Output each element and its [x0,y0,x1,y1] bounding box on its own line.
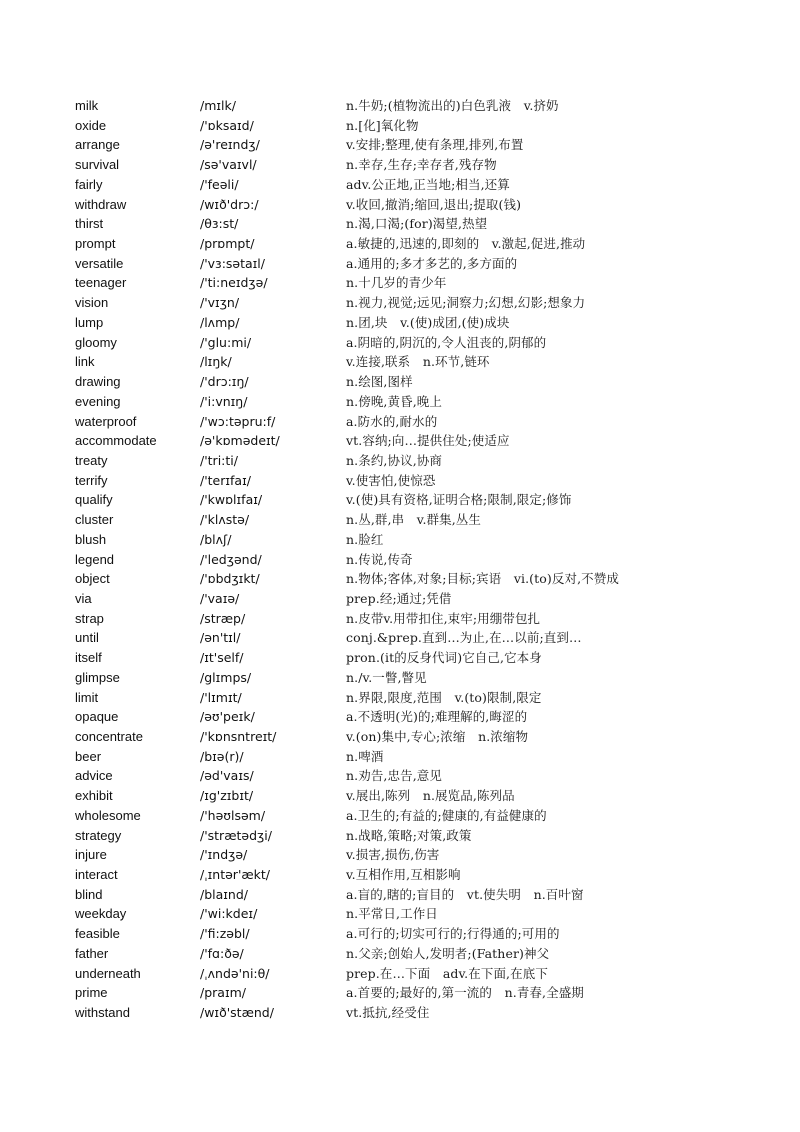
entry-phonetic: /'wi:kdeɪ/ [200,906,258,922]
vocab-entry [0,766,800,786]
vocab-entry [0,550,800,570]
entry-word: object [75,571,110,587]
entry-word: limit [75,689,99,705]
entry-word: waterproof [75,413,137,429]
entry-word: milk [75,98,99,113]
vocab-entry [0,688,800,708]
entry-word: withdraw [75,196,127,212]
entry-word: vision [75,295,109,311]
vocab-entry [0,273,800,293]
vocab-entry [0,234,800,254]
entry-word: prompt [75,236,116,252]
entry-word: father [75,945,109,961]
entry-phonetic: /ə'kɒmədeɪt/ [200,433,280,449]
entry-definition: vt.容纳;向…提供住处;使适应 [346,433,510,449]
vocab-entry [0,885,800,905]
entry-definition: n.渴,口渴;(for)渴望,热望 [346,216,488,232]
entry-phonetic: /'i:vnɪŋ/ [200,393,248,409]
vocab-entry [0,806,800,826]
entry-phonetic: /'ɒksaɪd/ [200,117,254,133]
vocab-entry [0,569,800,589]
entry-definition: n.丛,群,串 v.群集,丛生 [346,512,481,528]
entry-phonetic: /stræp/ [200,610,246,626]
entry-word: legend [75,551,115,567]
entry-phonetic: /'fɑ:ðə/ [200,945,244,961]
entry-phonetic: /blaɪnd/ [200,886,248,902]
entry-definition: a.阴暗的,阴沉的,令人沮丧的,阴郁的 [346,334,547,350]
vocab-entry [0,924,800,944]
entry-definition: n.傍晚,黄昏,晚上 [346,393,442,409]
vocab-entry [0,530,800,550]
entry-phonetic: /'ɪndʒə/ [200,847,248,863]
entry-definition: prep.经;通过;凭借 [346,590,452,606]
entry-phonetic: /'drɔ:ɪŋ/ [200,374,249,390]
entry-phonetic: /ən'tɪl/ [200,630,241,646]
vocab-entry [0,865,800,885]
vocab-entry [0,372,800,392]
entry-definition: v.收回,撤消;缩回,退出;提取(钱) [346,196,522,212]
vocab-entry [0,628,800,648]
entry-definition: n.幸存,生存;幸存者,残存物 [346,157,497,173]
entry-phonetic: /'vɜ:sətaɪl/ [200,255,265,271]
entry-definition: v.(使)具有资格,证明合格;限制,限定;修饰 [346,492,572,508]
vocab-entry [0,589,800,609]
entry-phonetic: /ɪg'zɪbɪt/ [200,788,254,804]
entry-definition: a.防水的,耐水的 [346,413,438,429]
entry-definition: v.展出,陈列 n.展览品,陈列品 [346,788,515,804]
vocab-entry [0,648,800,668]
vocab-entry [0,747,800,767]
entry-definition: v.互相作用,互相影响 [346,867,461,883]
entry-word: wholesome [75,807,141,823]
entry-phonetic: /sə'vaɪvl/ [200,157,257,173]
entry-definition: a.盲的,瞎的;盲目的 vt.使失明 n.百叶窗 [346,886,584,902]
entry-phonetic: /'ɒbdʒɪkt/ [200,571,260,587]
vocab-entry [0,944,800,964]
entry-word: cluster [75,512,114,528]
entry-definition: n.界限,限度,范围 v.(to)限制,限定 [346,689,542,705]
entry-word: interact [75,867,118,883]
entry-word: injure [75,847,107,863]
entry-definition: n.十几岁的青少年 [346,275,447,291]
entry-definition: v.安排;整理,使有条理,排列,布置 [346,137,524,153]
entry-definition: n.啤酒 [346,748,384,764]
entry-word: arrange [75,137,120,153]
entry-word: drawing [75,374,121,390]
entry-definition: n.[化]氧化物 [346,117,419,133]
entry-word: exhibit [75,788,113,804]
entry-definition: a.敏捷的,迅速的,即刻的 v.激起,促进,推动 [346,236,586,252]
vocab-entry [0,707,800,727]
entry-phonetic: /ə'reɪndʒ/ [200,137,260,153]
vocab-entry [0,668,800,688]
entry-word: via [75,590,92,606]
entry-definition: a.通用的;多才多艺的,多方面的 [346,255,518,271]
vocab-entry [0,845,800,865]
entry-phonetic: /prɒmpt/ [200,236,255,252]
entry-word: beer [75,748,102,764]
entry-phonetic: /blʌʃ/ [200,531,232,547]
entry-definition: vt.抵抗,经受住 [346,1005,430,1021]
vocab-entry [0,727,800,747]
entry-phonetic: /bɪə(r)/ [200,748,244,764]
entry-word: blind [75,886,103,902]
entry-phonetic: /ɪt'self/ [200,650,244,666]
entry-word: survival [75,157,120,173]
vocab-entry [0,826,800,846]
entry-definition: n.物体;客体,对象;目标;宾语 vi.(to)反对,不赞成 [346,571,619,587]
entry-phonetic: /glɪmps/ [200,669,252,685]
entry-word: accommodate [75,433,157,449]
entry-word: advice [75,768,113,784]
entry-phonetic: /praɪm/ [200,985,246,1001]
entry-definition: n.团,块 v.(使)成团,(使)成块 [346,314,510,330]
vocab-entry [0,609,800,629]
entry-phonetic: /mɪlk/ [200,98,236,113]
vocab-entry [0,412,800,432]
entry-phonetic: /'klʌstə/ [200,512,250,528]
vocab-entry [0,352,800,372]
entry-phonetic: /lɪŋk/ [200,354,232,370]
entry-word: withstand [75,1005,130,1021]
vocab-entry [0,96,800,116]
entry-word: fairly [75,176,103,192]
entry-phonetic: /əʊ'peɪk/ [200,709,255,725]
vocab-entry [0,964,800,984]
entry-word: glimpse [75,669,120,685]
entry-word: lump [75,314,104,330]
entry-phonetic: /ˌɪntər'ækt/ [200,867,271,883]
entry-phonetic: /'həʊlsəm/ [200,807,266,823]
entry-definition: v.连接,联系 n.环节,链环 [346,354,490,370]
entry-word: qualify [75,492,113,508]
entry-phonetic: /wɪð'drɔ:/ [200,196,259,212]
entry-definition: n.绘图,图样 [346,374,413,390]
entry-phonetic: /ˌʌndə'ni:θ/ [200,965,270,981]
vocab-entry [0,904,800,924]
entry-definition: prep.在…下面 adv.在下面,在底下 [346,965,548,981]
entry-word: oxide [75,117,107,133]
entry-definition: n.视力,视觉;远见;洞察力;幻想,幻影;想象力 [346,295,586,311]
vocab-entry [0,1003,800,1023]
entry-definition: a.不透明(光)的;难理解的,晦涩的 [346,709,528,725]
vocab-entry [0,195,800,215]
entry-word: teenager [75,275,127,291]
vocab-entry [0,471,800,491]
entry-word: strap [75,610,104,626]
vocab-entry [0,392,800,412]
entry-word: blush [75,531,107,547]
entry-definition: conj.&prep.直到…为止,在…以前;直到… [346,630,582,646]
entry-definition: n.战略,策略;对策,政策 [346,827,472,843]
vocab-entry [0,490,800,510]
entry-word: feasible [75,926,120,942]
entry-word: thirst [75,216,104,232]
entry-definition: v.使害怕,使惊恐 [346,472,436,488]
entry-phonetic: /'kɒnsntreɪt/ [200,729,277,744]
entry-word: prime [75,985,108,1001]
entry-phonetic: /'strætədʒi/ [200,827,272,843]
entry-definition: n.条约,协议,协商 [346,452,442,468]
entry-definition: v.(on)集中,专心;浓缩 n.浓缩物 [346,729,529,744]
entry-phonetic: /'glu:mi/ [200,334,252,350]
entry-definition: adv.公正地,正当地;相当,还算 [346,176,510,192]
entry-definition: pron.(it的反身代词)它自己,它本身 [346,650,542,666]
entry-word: weekday [75,906,127,922]
entry-definition: n.父亲;创始人,发明者;(Father)神父 [346,945,550,961]
entry-phonetic: /'ledʒənd/ [200,551,262,567]
entry-definition: n.劝告,忠告,意见 [346,768,442,784]
entry-word: opaque [75,709,119,725]
entry-word: strategy [75,827,122,843]
entry-definition: v.损害,损伤,伤害 [346,847,440,863]
entry-definition: n.平常日,工作日 [346,906,438,922]
entry-phonetic: /'wɔ:təpru:f/ [200,413,276,429]
entry-phonetic: /wɪð'stænd/ [200,1005,274,1021]
vocab-entry [0,254,800,274]
vocab-entry [0,333,800,353]
vocab-entry [0,135,800,155]
vocab-entry [0,786,800,806]
entry-phonetic: /'terɪfaɪ/ [200,472,251,488]
entry-word: itself [75,650,102,666]
entry-phonetic: /əd'vaɪs/ [200,768,254,784]
entry-word: until [75,630,99,646]
entry-phonetic: /'tri:ti/ [200,452,238,468]
entry-phonetic: /'vaɪə/ [200,590,240,606]
vocab-entry [0,431,800,451]
entry-word: terrify [75,472,108,488]
entry-definition: n.牛奶;(植物流出的)白色乳液 v.挤奶 [346,98,559,113]
entry-word: underneath [75,965,141,981]
vocab-entry [0,313,800,333]
entry-word: versatile [75,255,124,271]
entry-word: concentrate [75,729,143,744]
entry-word: evening [75,393,121,409]
entry-definition: a.可行的;切实可行的;行得通的;可用的 [346,926,560,942]
entry-word: link [75,354,95,370]
entry-definition: n.脸红 [346,531,384,547]
vocab-entry [0,451,800,471]
entry-word: treaty [75,452,108,468]
entry-phonetic: /'ti:neɪdʒə/ [200,275,268,291]
entry-phonetic: /θɜ:st/ [200,216,239,232]
entry-phonetic: /'feəli/ [200,176,239,192]
vocab-entry [0,983,800,1003]
vocab-entry [0,175,800,195]
entry-phonetic: /'lɪmɪt/ [200,689,242,705]
entry-definition: a.首要的;最好的,第一流的 n.青春,全盛期 [346,985,584,1001]
entry-definition: n.皮带v.用带扣住,束牢;用绷带包扎 [346,610,541,626]
vocab-entry [0,214,800,234]
entry-phonetic: /'vɪʒn/ [200,295,240,311]
entry-phonetic: /'fi:zəbl/ [200,926,250,942]
entry-definition: n./v.一瞥,瞥见 [346,669,427,685]
vocab-entry [0,116,800,136]
entry-phonetic: /lʌmp/ [200,314,240,330]
vocab-entry [0,510,800,530]
entry-word: gloomy [75,334,117,350]
vocab-entry [0,293,800,313]
entry-definition: a.卫生的;有益的;健康的,有益健康的 [346,807,547,823]
entry-definition: n.传说,传奇 [346,551,413,567]
entry-phonetic: /'kwɒlɪfaɪ/ [200,492,263,508]
vocabulary-list [0,96,800,1023]
vocab-entry [0,155,800,175]
